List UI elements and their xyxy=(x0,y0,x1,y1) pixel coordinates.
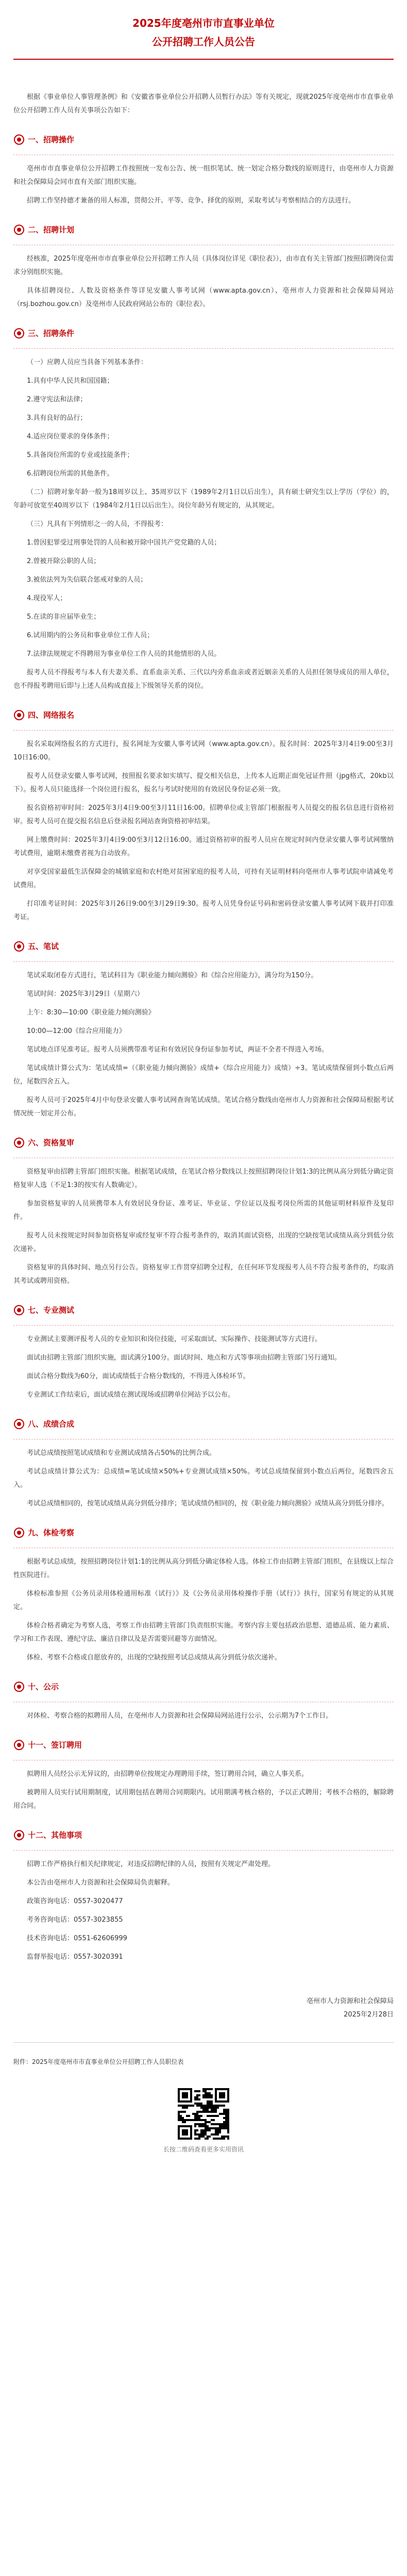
section-paragraph: 1.具有中华人民共和国国籍； xyxy=(27,377,114,385)
section-paragraph: 1.曾因犯罪受过刑事处罚的人员和被开除中国共产党党籍的人员； xyxy=(27,539,221,547)
section-divider xyxy=(13,1850,394,1851)
page-title: 2025年度亳州市市直事业单位 xyxy=(132,17,275,29)
section-paragraph: 体检标准参照《公务员录用体检通用标准（试行）》及《公务员录用体检操作手册（试行）》执行，国家另有规定的从其规定。 xyxy=(13,1590,394,1611)
signature-org: 亳州市人力资源和社会保障局 xyxy=(306,1997,394,2005)
section-paragraph: 监督举报电话：0557-3020391 xyxy=(27,1953,123,1961)
section-paragraph: 6.试用期内的公务员和事业单位工作人员； xyxy=(27,632,154,639)
section-paragraph: 4.适应岗位要求的身体条件； xyxy=(27,433,114,440)
qr-block xyxy=(13,2088,394,2154)
section-paragraph: 对享受国家最低生活保障金的城镇家庭和农村绝对贫困家庭的报考人员，可持有关证明材料向亳州市人事考试院申请减免考试费用。 xyxy=(13,868,394,889)
section-heading xyxy=(13,1680,394,1693)
section-6 xyxy=(13,1136,394,1288)
section-paragraph: 技术咨询电话：0551-62606999 xyxy=(27,1935,127,1942)
section-divider xyxy=(13,1325,394,1326)
intro-paragraph: 根据《事业单位人事管理条例》和《安徽省事业单位公开招聘人员暂行办法》等有关规定，现就2025年度亳州市市直事业单位公开招聘工作人员有关事项公告如下： xyxy=(13,93,394,114)
section-12 xyxy=(13,1828,394,1964)
section-heading xyxy=(13,1136,394,1149)
section-paragraph: 面试由招聘主管部门组织实施，面试满分100分。面试时间、地点和方式等事项由招聘主管部门另行通知。 xyxy=(27,1354,341,1362)
page-subtitle: 公开招聘工作人员公告 xyxy=(152,36,255,48)
section-paragraph: 报名资格初审时间：2025年3月4日9:00至3月11日16:00。招聘单位或主管部门根据报考人员提交的报名信息进行资格初审。报考人员可在提交报名信息后登录报名网站查询资格初审结果。 xyxy=(13,804,394,825)
section-title: 十二、其他事项 xyxy=(28,1831,82,1840)
section-heading xyxy=(13,1738,394,1752)
footer-divider xyxy=(13,2042,394,2043)
section-paragraph: 具体招聘岗位、人数及资格条件等详见安徽人事考试网（www.apta.gov.cn）、亳州市人力资源和社会保障局网站（rsj.bozhou.gov.cn）及亳州市人民政府网站公布的《职位表》。 xyxy=(13,287,394,308)
section-bullet-icon xyxy=(13,1137,25,1148)
section-heading xyxy=(13,1526,394,1539)
section-paragraph: 3.具有良好的品行； xyxy=(27,414,87,422)
section-paragraph: 10:00—12:00《综合应用能力》 xyxy=(27,1027,126,1035)
section-11 xyxy=(13,1738,394,1813)
section-heading xyxy=(13,1417,394,1431)
section-paragraph: 5.在读的非应届毕业生； xyxy=(27,613,100,621)
section-bullet-icon xyxy=(13,328,25,339)
section-paragraph: 笔试地点详见准考证。报考人员须携带准考证和有效居民身份证参加考试，两证不全者不得进入考场。 xyxy=(27,1046,329,1054)
section-heading xyxy=(13,223,394,236)
section-paragraph: 报名采取网络报名的方式进行，报名网址为安徽人事考试网（www.apta.gov.cn）。报名时间：2025年3月4日9:00至3月10日16:00。 xyxy=(13,740,394,761)
section-paragraph: 网上缴费时间：2025年3月4日9:00至3月12日16:00。通过资格初审的报考人员应在规定时间内登录安徽人事考试网缴纳考试费用，逾期未缴费者视为自动放弃。 xyxy=(13,836,394,857)
section-divider xyxy=(13,961,394,962)
section-5 xyxy=(13,940,394,1121)
section-paragraph: 3.被依法列为失信联合惩戒对象的人员； xyxy=(27,576,147,584)
section-title: 一、招聘操作 xyxy=(28,135,75,144)
section-paragraph: 本公告由亳州市人力资源和社会保障局负责解释。 xyxy=(27,1879,175,1887)
section-heading xyxy=(13,133,394,146)
section-paragraph: 6.招聘岗位所需的其他条件。 xyxy=(27,470,114,478)
section-paragraph: 资格复审的具体时间、地点另行公告。资格复审工作贯穿招聘全过程，在任何环节发现报考人员不符合报考条件的，均取消其考试或聘用资格。 xyxy=(13,1264,394,1285)
section-paragraph: 专业测试主要测评报考人员的专业知识和岗位技能，可采取面试、实际操作、技能测试等方式进行。 xyxy=(27,1335,322,1343)
signature-block xyxy=(13,1995,394,2022)
section-paragraph: 专业测试工作结束后，面试成绩在测试现场或招聘单位网站予以公布。 xyxy=(27,1391,235,1399)
section-3 xyxy=(13,327,394,693)
section-heading xyxy=(13,708,394,722)
section-paragraph: 参加资格复审的人员须携带本人有效居民身份证、准考证、毕业证、学位证以及报考岗位所需的其他证明材料原件及复印件。 xyxy=(13,1200,394,1221)
section-paragraph: 笔试成绩计算公式为：笔试成绩=（《职业能力倾向测验》成绩+《综合应用能力》成绩）÷3。笔试成绩保留到小数点后两位，尾数四舍五入。 xyxy=(13,1064,394,1086)
section-title: 六、资格复审 xyxy=(28,1138,75,1147)
section-paragraph: 报考人员未按规定时间参加资格复审或经复审不符合报考条件的，取消其面试资格，出现的空缺按笔试成绩从高分到低分依次递补。 xyxy=(13,1232,394,1253)
sections-container xyxy=(13,133,394,1964)
section-7 xyxy=(13,1303,394,1402)
section-title: 八、成绩合成 xyxy=(28,1419,75,1429)
section-title: 七、专业测试 xyxy=(28,1306,75,1315)
section-paragraph: 2.遵守宪法和法律； xyxy=(27,396,87,403)
qr-code-icon xyxy=(178,2088,229,2140)
section-paragraph: 上午：8:30—10:00《职业能力倾向测验》 xyxy=(27,1009,155,1016)
section-title: 十一、签订聘用 xyxy=(28,1740,82,1750)
section-paragraph: 5.具备岗位所需的专业或技能条件； xyxy=(27,451,134,459)
qr-caption: 长按二维码查看更多实用资讯 xyxy=(163,2146,244,2153)
section-paragraph: 拟聘用人员经公示无异议的，由招聘单位按规定办理聘用手续，签订聘用合同，确立人事关系。 xyxy=(27,1770,309,1778)
section-2 xyxy=(13,223,394,311)
section-paragraph: 亳州市市直事业单位公开招聘工作按照统一发布公告、统一组织笔试、统一划定合格分数线的原则进行，由亳州市人力资源和社会保障局会同市直有关部门组织实施。 xyxy=(13,165,394,186)
section-9 xyxy=(13,1526,394,1665)
attachment-link[interactable]: 附件：2025年度亳州市市直事业单位公开招聘工作人员职位表 xyxy=(13,2058,184,2065)
section-bullet-icon xyxy=(13,1418,25,1430)
section-bullet-icon xyxy=(13,134,25,145)
section-title: 十、公示 xyxy=(28,1682,59,1691)
section-bullet-icon xyxy=(13,224,25,235)
section-10 xyxy=(13,1680,394,1723)
section-paragraph: 2.曾被开除公职的人员； xyxy=(27,557,100,565)
title-divider xyxy=(13,59,394,60)
section-paragraph: 考试总成绩按照笔试成绩和专业测试成绩各占50%的比例合成。 xyxy=(27,1449,216,1457)
section-bullet-icon xyxy=(13,1304,25,1316)
section-paragraph: 经核准，2025年度亳州市市直事业单位公开招聘工作人员（具体岗位详见《职位表》），由市直有关主管部门按照招聘岗位需求分别组织实施。 xyxy=(13,255,394,276)
section-bullet-icon xyxy=(13,709,25,721)
intro-block xyxy=(13,91,394,117)
section-paragraph: （二）招聘对象年龄一般为18周岁以上、35周岁以下（1989年2月1日以后出生），具有硕士研究生以上学历（学位）的，年龄可放宽至40周岁以下（1984年2月1日以后出生）。岗位年龄另有规定的，从其规定。 xyxy=(13,488,394,510)
section-4 xyxy=(13,708,394,924)
section-bullet-icon xyxy=(13,941,25,952)
announcement-body xyxy=(13,91,394,2154)
section-heading xyxy=(13,1303,394,1317)
section-paragraph: 体检合格者确定为考察人选，考察工作由招聘主管部门负责组织实施。考察内容主要包括政治思想、道德品质、能力素质、学习和工作表现、遵纪守法、廉洁自律以及是否需要回避等方面情况。 xyxy=(13,1622,394,1643)
section-title: 二、招聘计划 xyxy=(28,225,75,234)
section-paragraph: 体检、考察不合格或自愿放弃的，出现的空缺按照考试总成绩从高分到低分依次递补。 xyxy=(27,1654,282,1662)
section-title: 四、网络报名 xyxy=(28,710,75,720)
section-bullet-icon xyxy=(13,1739,25,1751)
section-divider xyxy=(13,730,394,731)
section-paragraph: （三）凡具有下列情形之一的人员，不得报考： xyxy=(27,520,168,528)
section-title: 九、体检考察 xyxy=(28,1528,75,1537)
section-paragraph: 笔试时间：2025年3月29日（星期六） xyxy=(27,990,144,998)
section-paragraph: 招聘工作严格执行相关纪律规定，对违反招聘纪律的人员，按照有关规定严肃处理。 xyxy=(27,1860,275,1868)
section-heading xyxy=(13,327,394,340)
section-bullet-icon xyxy=(13,1829,25,1841)
section-paragraph: 考试总成绩相同的，按笔试成绩从高分到低分排序；笔试成绩仍相同的，按《职业能力倾向测验》成绩从高分到低分排序。 xyxy=(27,1500,389,1507)
section-paragraph: 报考人员登录安徽人事考试网，按照报名要求如实填写、提交相关信息，上传本人近期正面免冠证件照（jpg格式，20kb以下）。报考人员只能选择一个岗位进行报名，报名与考试时使用的有效居民身份证必须一致。 xyxy=(13,772,394,793)
section-paragraph: 招聘工作坚持德才兼备的用人标准，贯彻公开、平等、竞争、择优的原则，采取考试与考察相结合的方法进行。 xyxy=(27,197,355,205)
section-bullet-icon xyxy=(13,1527,25,1538)
section-paragraph: （一）应聘人员应当具备下列基本条件： xyxy=(27,359,148,366)
section-8 xyxy=(13,1417,394,1511)
section-paragraph: 对体检、考察合格的拟聘用人员，在亳州市人力资源和社会保障局网站进行公示，公示期为7个工作日。 xyxy=(27,1712,333,1720)
section-paragraph: 笔试采取闭卷方式进行，笔试科目为《职业能力倾向测验》和《综合应用能力》，满分均为150分。 xyxy=(27,972,318,979)
section-paragraph: 打印准考证时间：2025年3月26日9:00至3月29日9:30。报考人员凭身份证号码和密码登录安徽人事考试网下载并打印准考证。 xyxy=(13,900,394,921)
section-heading xyxy=(13,940,394,953)
section-title: 三、招聘条件 xyxy=(28,329,75,338)
section-divider xyxy=(13,348,394,349)
section-paragraph: 资格复审由招聘主管部门组织实施。根据笔试成绩，在笔试合格分数线以上按照招聘岗位计划1:3的比例从高分到低分确定资格复审人选（不足1:3的按实有人数确定）。 xyxy=(13,1168,394,1189)
section-paragraph: 4.现役军人； xyxy=(27,595,67,602)
section-1 xyxy=(13,133,394,208)
section-bullet-icon xyxy=(13,1681,25,1692)
section-paragraph: 被聘用人员实行试用期制度，试用期包括在聘用合同期限内。试用期满考核合格的，予以正式聘用；考核不合格的，解除聘用合同。 xyxy=(13,1789,394,1810)
section-paragraph: 考试总成绩计算公式为：总成绩=笔试成绩×50%+专业测试成绩×50%。考试总成绩保留到小数点后两位，尾数四舍五入。 xyxy=(13,1468,394,1489)
signature-date: 2025年2月28日 xyxy=(344,2011,394,2019)
section-heading xyxy=(13,1828,394,1842)
section-paragraph: 7.法律法规规定不得聘用为事业单位工作人员的其他情形的人员。 xyxy=(27,650,221,658)
section-paragraph: 考务咨询电话：0557-3023855 xyxy=(27,1916,123,1924)
section-paragraph: 根据考试总成绩，按照招聘岗位计划1:1的比例从高分到低分确定体检人选。体检工作由招聘主管部门组织，在县级以上综合性医院进行。 xyxy=(13,1558,394,1579)
section-paragraph: 政策咨询电话：0557-3020477 xyxy=(27,1897,123,1905)
section-paragraph: 面试合格分数线为60分，面试成绩低于合格分数线的，不得进入体检环节。 xyxy=(27,1372,250,1380)
section-paragraph: 报考人员可于2025年4月中旬登录安徽人事考试网查询笔试成绩。笔试合格分数线由亳州市人力资源和社会保障局根据考试情况统一划定并公布。 xyxy=(13,1096,394,1117)
section-title: 五、笔试 xyxy=(28,942,59,951)
section-paragraph: 报考人员不得报考与本人有夫妻关系、直系血亲关系、三代以内旁系血亲或者近姻亲关系的人员担任领导成员的用人单位，也不得报考聘用后即与上述人员构成直接上下级领导关系的岗位。 xyxy=(13,669,394,690)
